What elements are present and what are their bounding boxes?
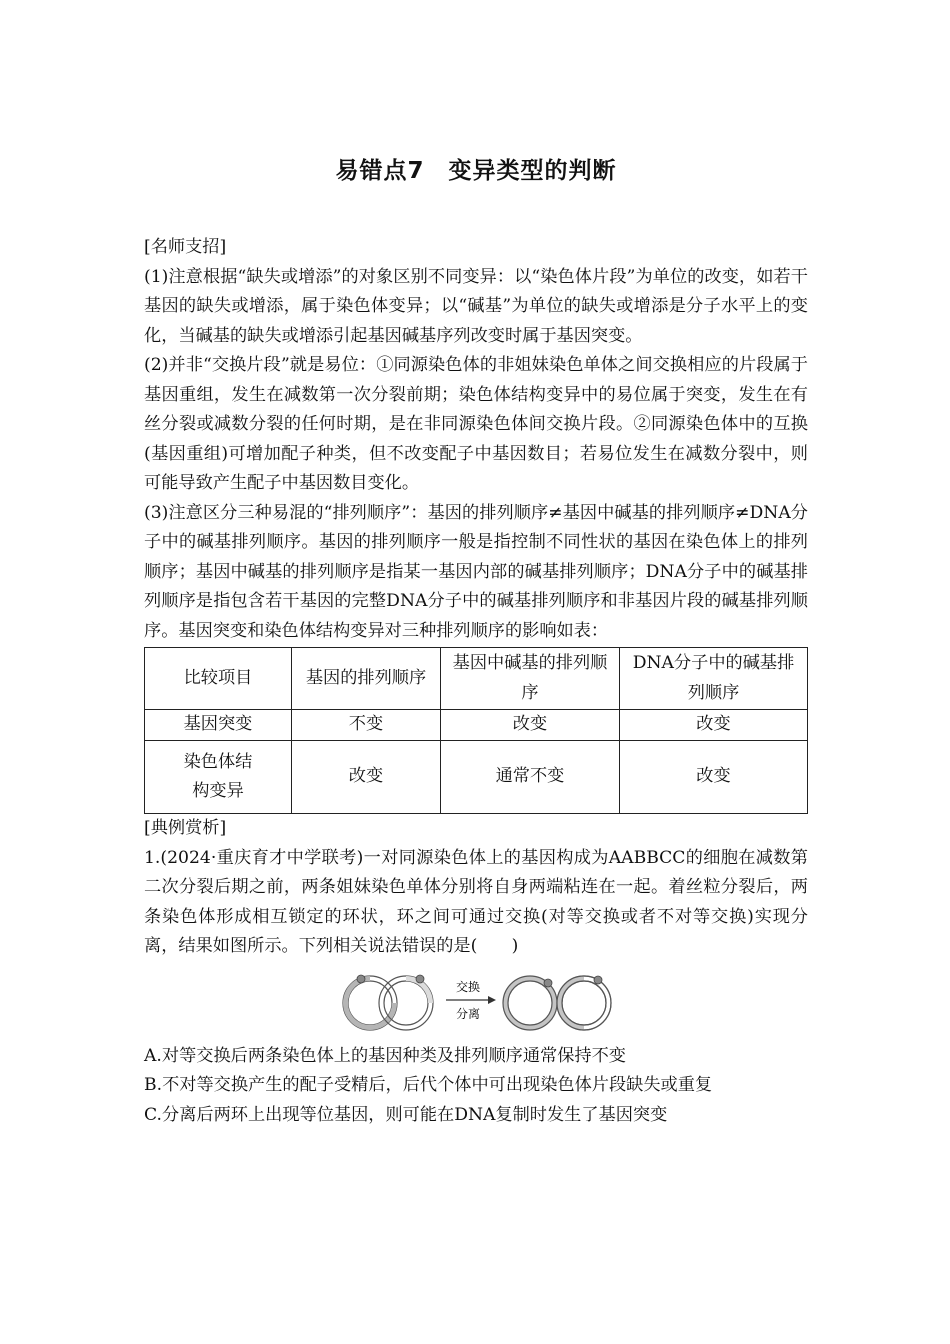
separated-ring-2	[557, 976, 611, 1030]
tips-paragraph-3: (3)注意区分三种易混的“排列顺序”：基因的排列顺序≠基因中碱基的排列顺序≠DNA分子中的碱基排列顺序。基因的排列顺序一般是指控制不同性状的基因在染色体上的排列顺序；基因中碱基的排列顺序是指某一基因内部的碱基排列顺序；DNA分子中的碱基排列顺序是指包含若干基因的完整DNA分子中的碱基排列顺序和非基因片段的碱基排列顺序。基因突变和染色体结构变异对三种排列顺序的影响如表：	[144, 502, 808, 641]
option-b: B.不对等交换产生的配子受精后，后代个体中可出现染色体片段缺失或重复	[144, 1075, 713, 1095]
table-cell: 基因突变	[145, 710, 292, 741]
centromere-dot	[416, 975, 424, 983]
table-cell: 通常不变	[441, 741, 620, 814]
table-cell: 不变	[292, 710, 441, 741]
table-cell: 改变	[620, 741, 808, 814]
table-cell: 改变	[292, 741, 441, 814]
table-header-cell: DNA分子中的碱基排列顺序	[620, 648, 808, 710]
chromosome-ring-diagram	[340, 970, 612, 1036]
table-row	[145, 741, 808, 814]
table-cell: 改变	[441, 710, 620, 741]
table-header-cell: 基因中碱基的排列顺序	[441, 648, 620, 710]
table-header-cell: 基因的排列顺序	[292, 648, 441, 710]
interlocked-rings	[343, 975, 433, 1030]
separated-ring-1	[503, 976, 557, 1030]
arrow-label-top: 交换	[455, 979, 481, 994]
content-flow	[144, 233, 808, 1130]
tips-paragraph-2: (2)并非“交换片段”就是易位：①同源染色体的非姐妹染色单体之间交换相应的片段属于基因重组，发生在减数第一次分裂前期；染色体结构变异中的易位属于突变，发生在有丝分裂或减数分裂的任何时期，是在非同源染色体间交换片段。②同源染色体中的互换(基因重组)可增加配子种类，但不改变配子中基因数目；若易位发生在减数分裂中，则可能导致产生配子中基因数目变化。	[144, 355, 808, 493]
table-cell: 染色体结构变异	[145, 741, 292, 814]
centromere-dot	[594, 976, 602, 984]
option-a: A.对等交换后两条染色体上的基因种类及排列顺序通常保持不变	[144, 1045, 626, 1066]
tips-heading: [名师支招]	[144, 237, 227, 257]
centromere-dot	[544, 979, 552, 987]
exchange-arrow	[446, 979, 496, 1021]
table-cell: 改变	[620, 710, 808, 741]
centromere-dot	[357, 975, 365, 983]
tips-paragraph-1: (1)注意根据“缺失或增添”的对象区别不同变异：以“染色体片段”为单位的改变，如若干基因的缺失或增添，属于染色体变异；以“碱基”为单位的缺失或增添是分子水平上的变化，当碱基的缺失或增添引起基因碱基序列改变时属于基因突变。	[144, 266, 808, 346]
table-row	[145, 710, 808, 741]
comparison-table	[144, 647, 808, 814]
example-question: 1.(2024·重庆育才中学联考)一对同源染色体上的基因构成为AABBCC的细胞在减数第二次分裂后期之前，两条姐妹染色单体分别将自身两端粘连在一起。着丝粒分裂后，两条染色体形成相互锁定的环状，环之间可通过交换(对等交换或者不对等交换)实现分离，结果如图所示。下列相关说法错误的是( )	[144, 847, 808, 956]
option-c: C.分离后两环上出现等位基因，则可能在DNA复制时发生了基因突变	[144, 1104, 668, 1125]
arrow-label-bottom: 分离	[455, 1006, 481, 1021]
example-heading: [典例赏析]	[144, 818, 227, 838]
page-title: 易错点7 变异类型的判断	[335, 158, 617, 184]
table-header-row	[145, 648, 808, 710]
table-header-cell: 比较项目	[145, 648, 292, 710]
